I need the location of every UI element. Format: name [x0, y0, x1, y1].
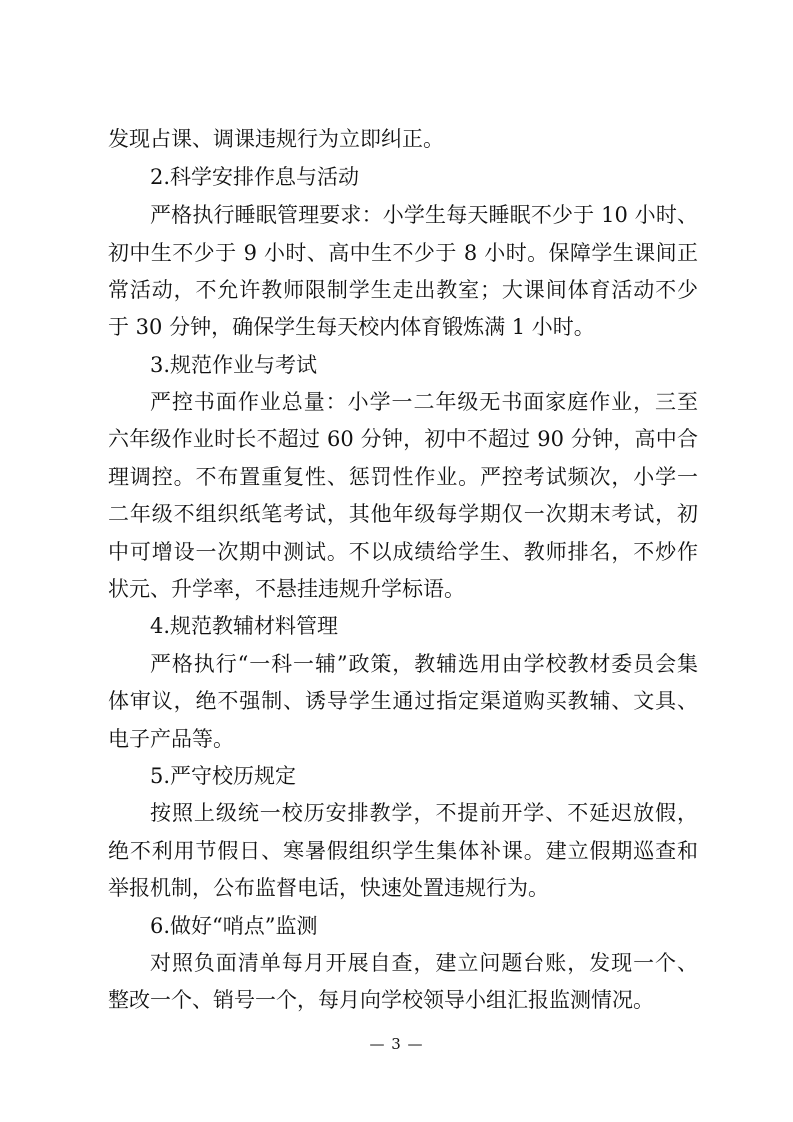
paragraph-line: 理调控。不布置重复性、惩罚性作业。严控考试频次，小学一 [108, 465, 698, 489]
paragraph-line: 严控书面作业总量：小学一二年级无书面家庭作业，三至 [150, 390, 698, 414]
paragraph-line: 初中生不少于 9 小时、高中生不少于 8 小时。保障学生课间正 [108, 241, 698, 265]
paragraph-line: 举报机制，公布监督电话，快速处置违规行为。 [108, 876, 549, 900]
paragraph-line: 状元、升学率，不悬挂违规升学标语。 [108, 577, 465, 601]
paragraph-line: 严格执行“一科一辅”政策，教辅选用由学校教材委员会集 [150, 652, 698, 676]
paragraph-line: 整改一个、销号一个，每月向学校领导小组汇报监测情况。 [108, 988, 654, 1012]
paragraph-line: 发现占课、调课违规行为立即纠正。 [108, 127, 444, 151]
section-heading-homework: 3.规范作业与考试 [150, 353, 318, 377]
paragraph-line: 绝不利用节假日、寒暑假组织学生集体补课。建立假期巡查和 [108, 839, 698, 863]
paragraph-line: 常活动，不允许教师限制学生走出教室；大课间体育活动不少 [108, 278, 698, 302]
paragraph-line: 按照上级统一校历安排教学，不提前开学、不延迟放假， [150, 801, 698, 825]
section-heading-calendar: 5.严守校历规定 [150, 764, 297, 788]
paragraph-line: 中可增设一次期中测试。不以成绩给学生、教师排名，不炒作 [108, 540, 698, 564]
section-heading-materials: 4.规范教辅材料管理 [150, 614, 339, 638]
paragraph-line: 电子产品等。 [108, 727, 234, 751]
paragraph-line: 于 30 分钟，确保学生每天校内体育锻炼满 1 小时。 [108, 315, 595, 339]
paragraph-line: 二年级不组织纸笔考试，其他年级每学期仅一次期末考试，初 [108, 502, 698, 526]
paragraph-line: 严格执行睡眠管理要求：小学生每天睡眠不少于 10 小时、 [150, 203, 698, 227]
page-number: — 3 — [369, 1035, 424, 1053]
section-heading-schedule: 2.科学安排作息与活动 [150, 165, 360, 189]
paragraph-line: 六年级作业时长不超过 60 分钟，初中不超过 90 分钟，高中合 [108, 427, 698, 451]
paragraph-line: 体审议，绝不强制、诱导学生通过指定渠道购买教辅、文具、 [108, 689, 698, 713]
section-heading-monitoring: 6.做好“哨点”监测 [150, 914, 318, 938]
paragraph-line: 对照负面清单每月开展自查，建立问题台账，发现一个、 [150, 951, 698, 975]
